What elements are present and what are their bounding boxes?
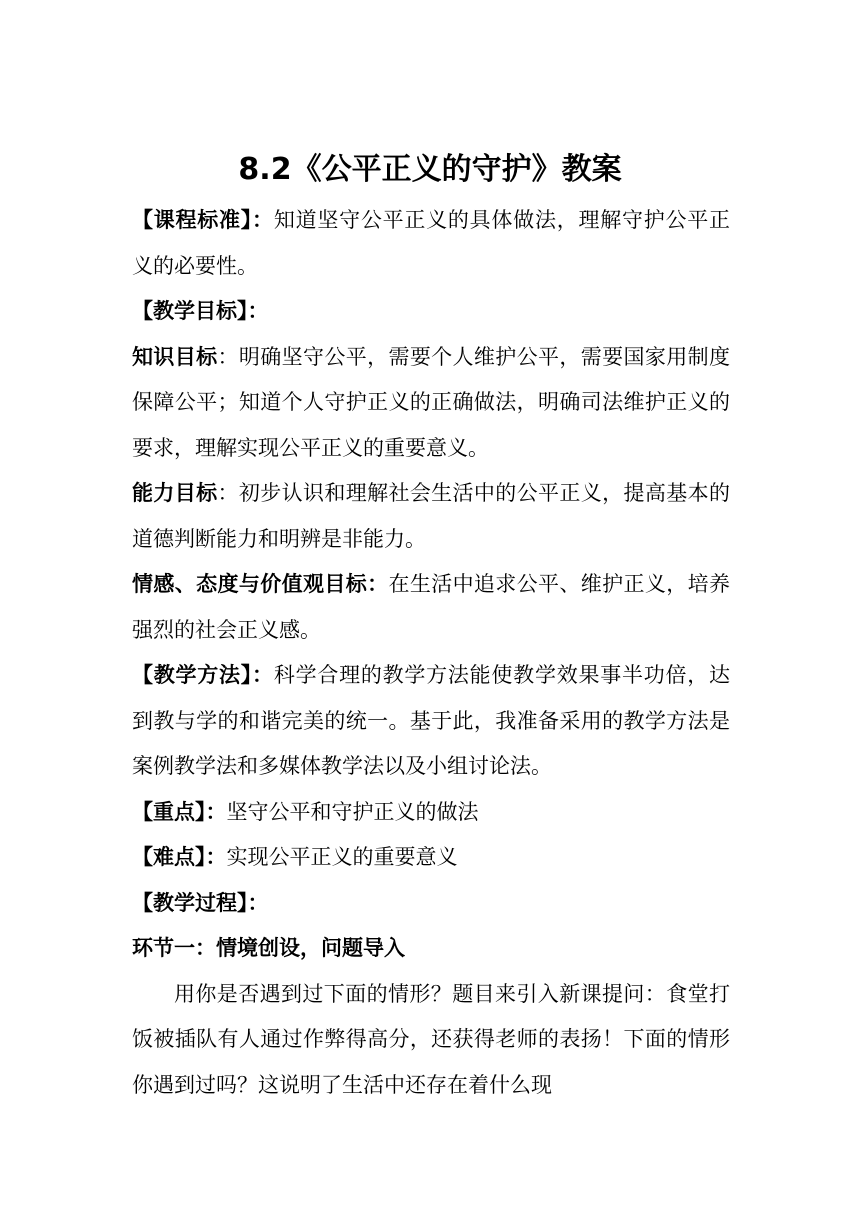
emotion-text: 在生活中追求公平、维护正义，培养强烈的社会正义感。	[132, 572, 731, 642]
teaching-method	[132, 653, 730, 790]
knowledge-objective	[132, 335, 730, 472]
key-point	[132, 790, 730, 836]
difficulty-text: 实现公平正义的重要意义	[226, 845, 458, 869]
process-heading: 【教学过程】：	[132, 890, 269, 915]
emotion-label: 情感、态度与价值观目标：	[132, 572, 389, 596]
key-point-text: 坚守公平和守护正义的做法	[226, 799, 479, 824]
difficulty-point	[132, 835, 730, 881]
step1-text: 用你是否遇到过下面的情形？题目来引入新课提问：食堂打饭被插队有人通过作弊得高分，还获得老师的表扬！下面的情形你遇到过吗？这说明了生活中还存在着什么现	[132, 981, 730, 1097]
method-text: 科学合理的教学方法能使教学效果事半功倍，达到教与学的和谐完美的统一。基于此，我准备采用的教学方法是案例教学法和多媒体教学法以及小组讨论法。	[132, 663, 731, 778]
objectives-heading: 【教学目标】：	[132, 299, 269, 323]
curriculum-text: 知道坚守公平正义的具体做法，理解守护公平正义的必要性。	[132, 208, 731, 278]
ability-objective	[132, 471, 730, 562]
emotion-objective	[132, 562, 730, 653]
ability-text: ：初步认识和理解社会生活中的公平正义，提高基本的道德判断能力和明辨是非能力。	[132, 481, 731, 551]
curriculum-standard	[132, 198, 730, 289]
knowledge-text: ：明确坚守公平，需要个人维护公平，需要国家用制度保障公平；知道个人守护正义的正确做法，明确司法维护正义的要求，理解实现公平正义的重要意义。	[132, 344, 731, 460]
ability-label: 能力目标	[132, 481, 218, 505]
step1-title: 环节一：情境创设，问题导入	[132, 936, 405, 960]
document-title: 8.2《公平正义的守护》教案	[238, 152, 622, 187]
key-point-label: 【重点】：	[132, 799, 227, 824]
knowledge-label: 知识目标	[132, 344, 218, 369]
document-body	[132, 198, 730, 1108]
difficulty-label: 【难点】：	[132, 845, 227, 869]
curriculum-label: 【课程标准】：	[132, 208, 274, 232]
method-label: 【教学方法】：	[132, 663, 274, 687]
